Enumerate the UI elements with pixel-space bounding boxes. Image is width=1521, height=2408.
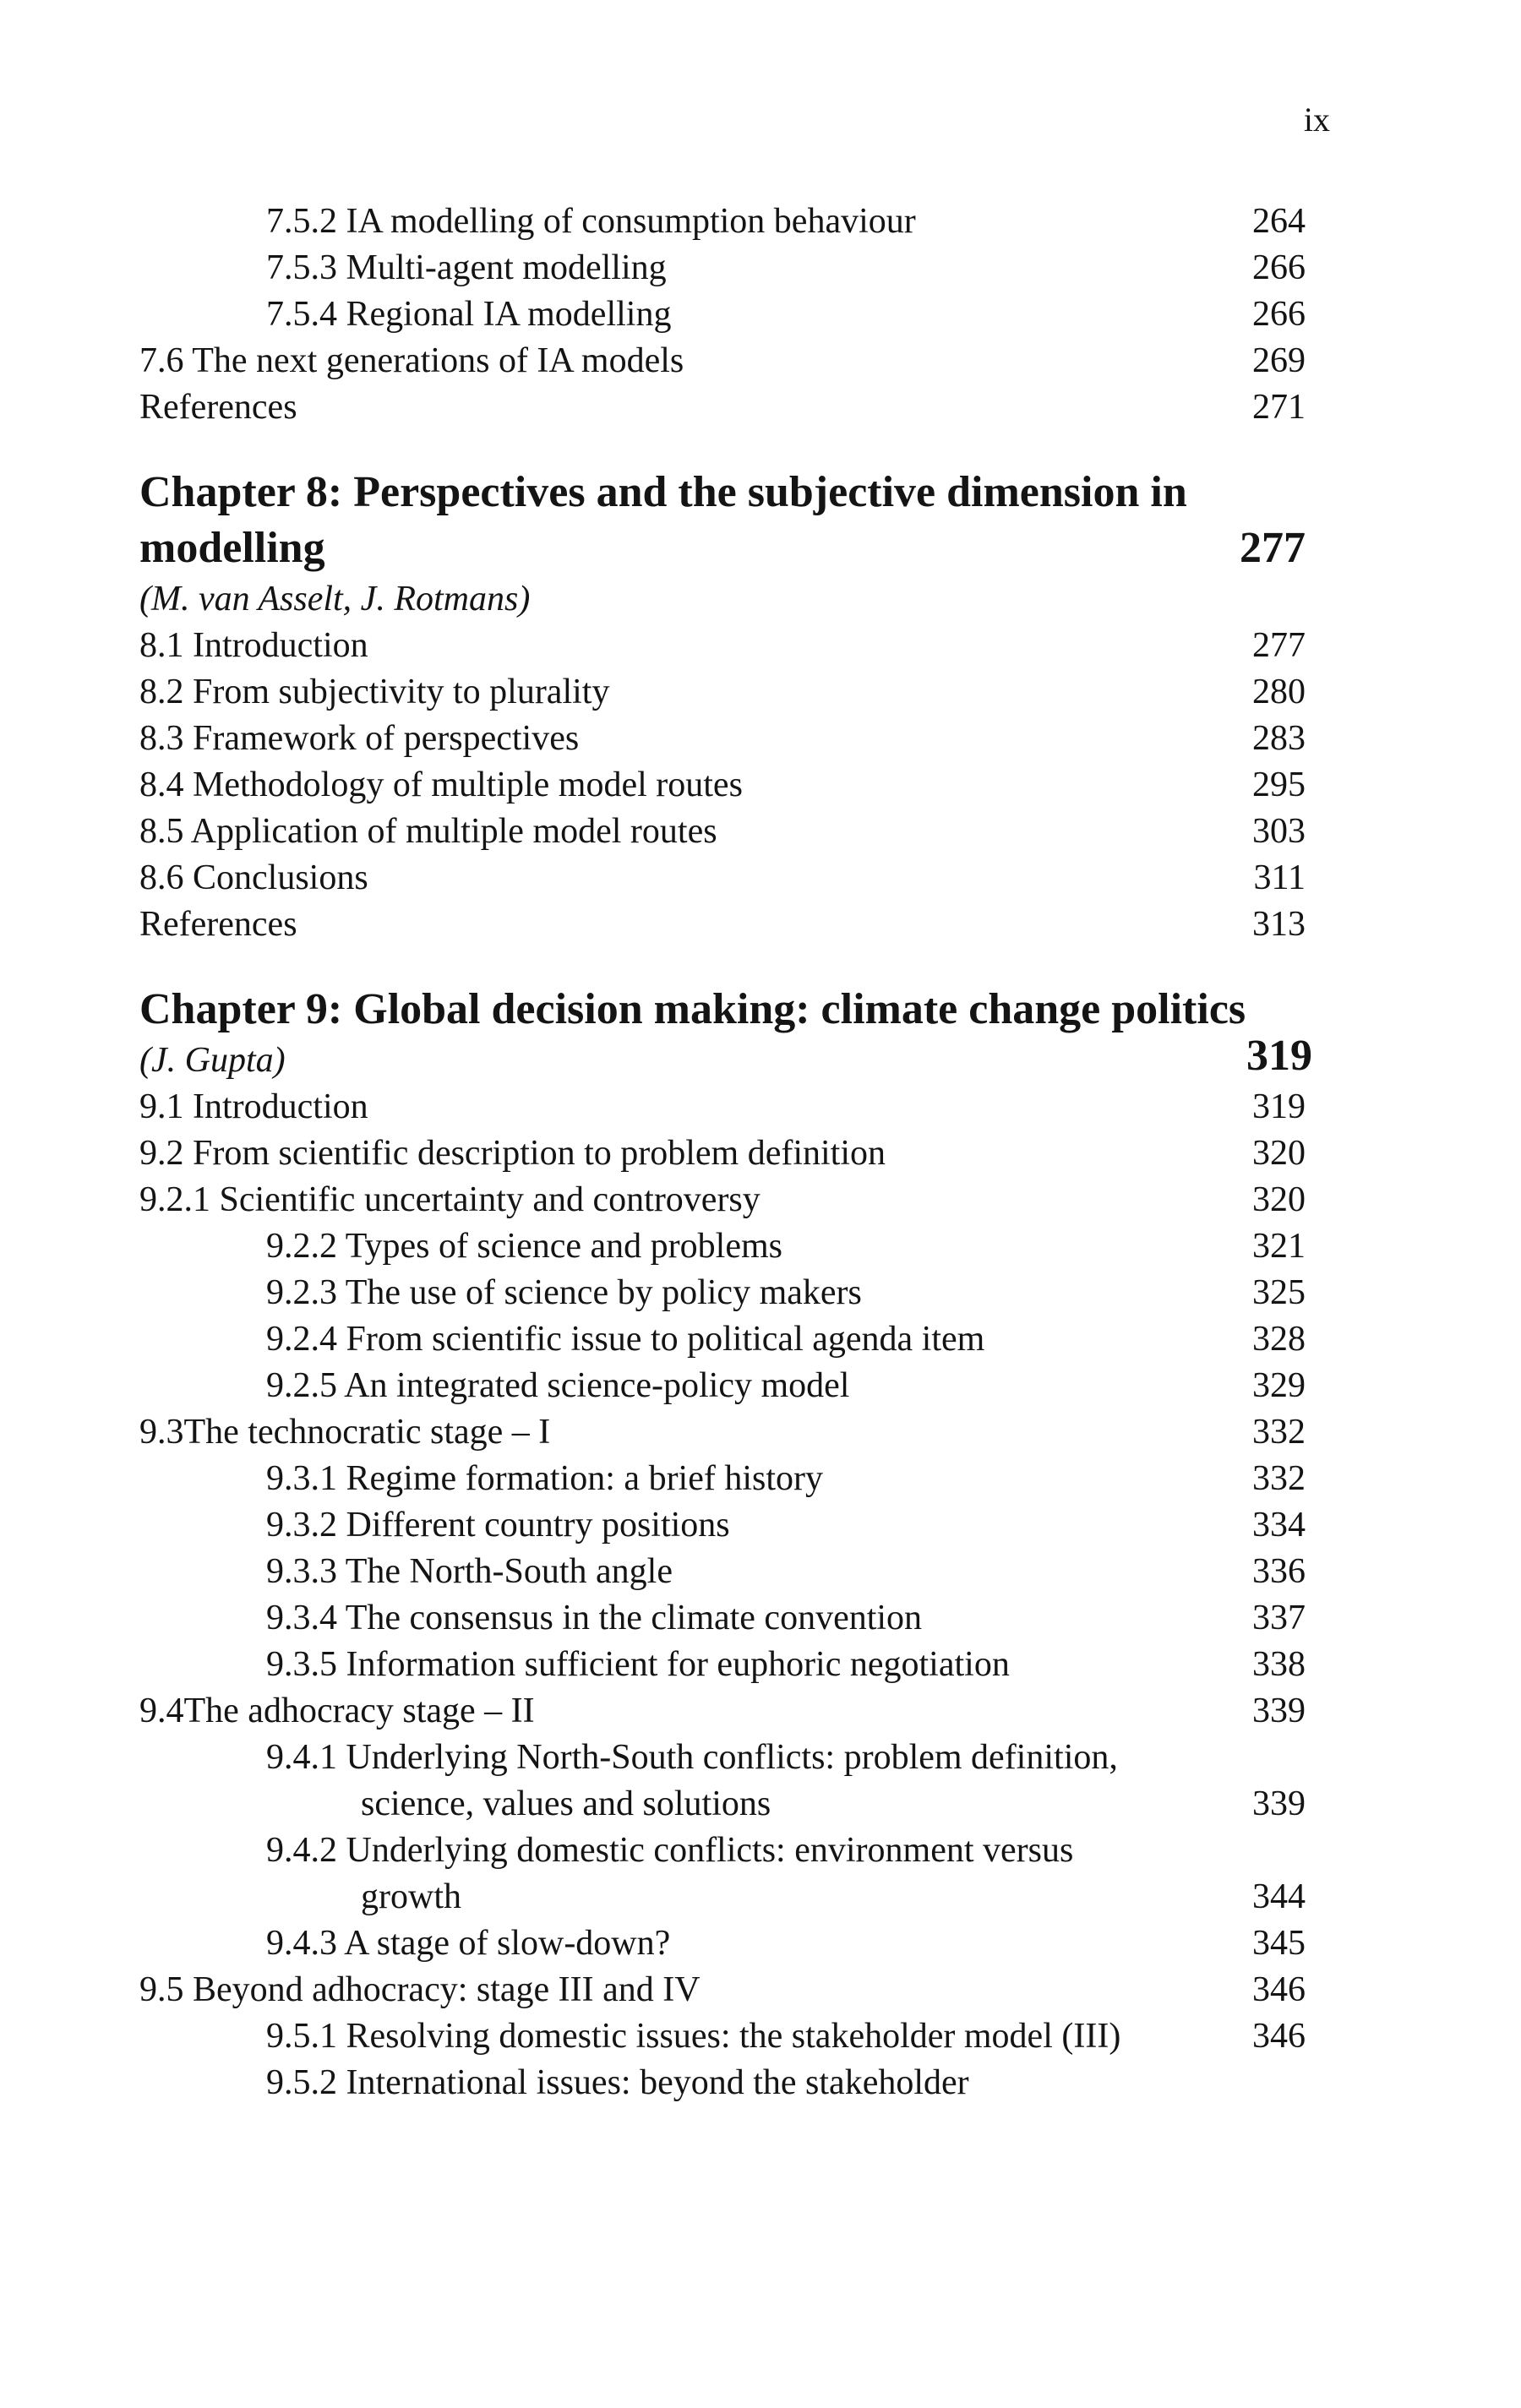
toc-entry [139,623,1306,669]
toc-entry-label: 8.6 Conclusions [139,858,368,897]
chapter9-title-text: Chapter 9: Global decision making: climate change politics [139,985,1246,1033]
toc-entry-page: 303 [1252,812,1306,851]
toc-entry-page: 346 [1252,1970,1306,2009]
toc-entry-label: References [139,388,297,427]
toc-entry-label: 9.4.2 Underlying domestic conflicts: environment versus [266,1831,1074,1870]
toc-entry-page: 266 [1252,295,1306,334]
chapter9-page: 319 [1246,1032,1312,1080]
chapter8-authors-row [139,576,1306,623]
toc-entry-label: 8.5 Application of multiple model routes [139,812,717,851]
chapter8-authors: (M. van Asselt, J. Rotmans) [139,580,531,618]
toc-entry [139,1270,1306,1316]
toc-entry-label: 9.4.3 A stage of slow-down? [266,1924,671,1963]
toc-entry-page: 295 [1252,765,1306,804]
toc-entry [139,1316,1306,1363]
toc-entry-label: 8.2 From subjectivity to plurality [139,673,610,711]
chapter9-authors: (J. Gupta) [139,1041,286,1080]
toc-entry [139,338,1306,384]
toc-entry-label: 9.2.1 Scientific uncertainty and controversy [139,1180,760,1219]
toc-entry-page: 320 [1252,1180,1306,1219]
toc-entry [139,1363,1306,1409]
toc-entry-page: 339 [1252,1784,1306,1823]
chapter9-section [139,982,1312,2106]
toc-entry-page: 339 [1252,1692,1306,1730]
toc-entry-page: 345 [1252,1924,1306,1963]
toc-entry-page: 319 [1252,1087,1306,1126]
chapter7-continuation [139,199,1306,431]
chapter8-title-line2: modelling [139,524,325,572]
toc-entry-label: 9.3.4 The consensus in the climate convention [266,1599,923,1637]
toc-entry [139,1223,1306,1270]
toc-entry-page: 346 [1252,2017,1306,2056]
toc-entry [139,245,1306,291]
toc-entry-label: 9.2.3 The use of science by policy makers [266,1273,862,1312]
toc-entry-label: 9.2 From scientific description to problem definition [139,1134,886,1173]
toc-entry [139,762,1306,809]
toc-entry [139,1409,1306,1456]
toc-entry [139,199,1306,245]
toc-entry-page: 277 [1252,626,1306,665]
toc-entry [139,1920,1306,1967]
toc-entry-page: 311 [1253,858,1306,897]
toc-entry-label: 9.2.5 An integrated science-policy model [266,1366,850,1405]
toc-entry-page: 336 [1252,1552,1306,1591]
toc-entry [139,1084,1306,1130]
chapter8-title-line1: Chapter 8: Perspectives and the subjective dimension in [139,468,1187,516]
toc-entry-label: growth [361,1877,461,1916]
toc-entry-page: 271 [1252,388,1306,427]
page-number: ix [1303,101,1330,139]
toc-entry [139,1828,1306,1874]
toc-entry-page: 320 [1252,1134,1306,1173]
toc-entry-label: 8.1 Introduction [139,626,368,665]
toc-entry [139,669,1306,716]
toc-entry-label: 9.5.2 International issues: beyond the stakeholder [266,2063,969,2102]
toc-entry-page: 344 [1252,1877,1306,1916]
toc-entry-label: 9.1 Introduction [139,1087,368,1126]
toc-entry [139,291,1306,338]
toc-entry-label: 9.4.1 Underlying North-South conflicts: problem definition, [266,1738,1118,1777]
toc-entry-label: science, values and solutions [361,1784,771,1823]
toc-entry [139,716,1306,762]
toc-entry-label: 9.3The technocratic stage – I [139,1413,551,1452]
chapter8-section [139,465,1306,948]
chapter9-authors-row [139,1032,1312,1084]
toc-entry [139,1967,1306,2013]
toc-entry-page: 321 [1252,1227,1306,1266]
toc-entry-label: 9.5 Beyond adhocracy: stage III and IV [139,1970,701,2009]
toc-entry-page: 332 [1252,1459,1306,1498]
toc-entry [139,1130,1306,1177]
chapter9-entries [139,1084,1306,2106]
toc-entry-label: 7.6 The next generations of IA models [139,341,684,380]
toc-entry [139,384,1306,431]
toc-entry-page: 269 [1252,341,1306,380]
toc-entry-label: 8.3 Framework of perspectives [139,719,580,758]
toc-entry-label: 9.2.4 From scientific issue to political agenda item [266,1320,985,1359]
toc-entry-label: 9.3.2 Different country positions [266,1506,730,1544]
toc-entry-label: 9.2.2 Types of science and problems [266,1227,782,1266]
toc-entry [139,855,1306,902]
toc-entry [139,809,1306,855]
toc-entry-page: 332 [1252,1413,1306,1452]
toc-entry-page: 338 [1252,1645,1306,1684]
toc-entry [139,1688,1306,1735]
table-of-contents [139,199,1312,2106]
toc-entry [139,1456,1306,1502]
toc-entry-label: 7.5.4 Regional IA modelling [266,295,672,334]
chapter8-title [139,465,1306,576]
toc-entry [139,1177,1306,1223]
toc-entry [139,1595,1306,1642]
chapter8-page: 277 [1240,524,1306,572]
toc-entry [139,1781,1306,1828]
toc-entry-label: 7.5.2 IA modelling of consumption behaviour [266,202,916,241]
toc-entry-page: 325 [1252,1273,1306,1312]
toc-entry [139,2013,1306,2060]
toc-entry-page: 264 [1252,202,1306,241]
toc-entry-page: 313 [1252,905,1306,944]
toc-entry [139,1642,1306,1688]
toc-entry [139,1502,1306,1549]
toc-entry [139,1549,1306,1595]
toc-entry-page: 329 [1252,1366,1306,1405]
toc-entry-label: 9.3.3 The North-South angle [266,1552,673,1591]
toc-entry-label: 9.3.1 Regime formation: a brief history [266,1459,824,1498]
toc-entry [139,902,1306,948]
toc-entry [139,2060,1306,2106]
toc-entry-page: 283 [1252,719,1306,758]
toc-entry-page: 328 [1252,1320,1306,1359]
toc-entry-label: 9.4The adhocracy stage – II [139,1692,535,1730]
toc-entry [139,1874,1306,1920]
toc-entry-label: 9.5.1 Resolving domestic issues: the stakeholder model (III) [266,2017,1121,2056]
toc-entry-page: 266 [1252,248,1306,287]
toc-entry-page: 280 [1252,673,1306,711]
chapter9-title [139,982,1306,1038]
toc-entry-label: 8.4 Methodology of multiple model routes [139,765,743,804]
toc-entry [139,1735,1306,1781]
toc-entry-page: 334 [1252,1506,1306,1544]
toc-entry-label: References [139,905,297,944]
toc-entry-label: 7.5.3 Multi-agent modelling [266,248,667,287]
toc-entry-page: 337 [1252,1599,1306,1637]
toc-entry-label: 9.3.5 Information sufficient for euphoric negotiation [266,1645,1010,1684]
